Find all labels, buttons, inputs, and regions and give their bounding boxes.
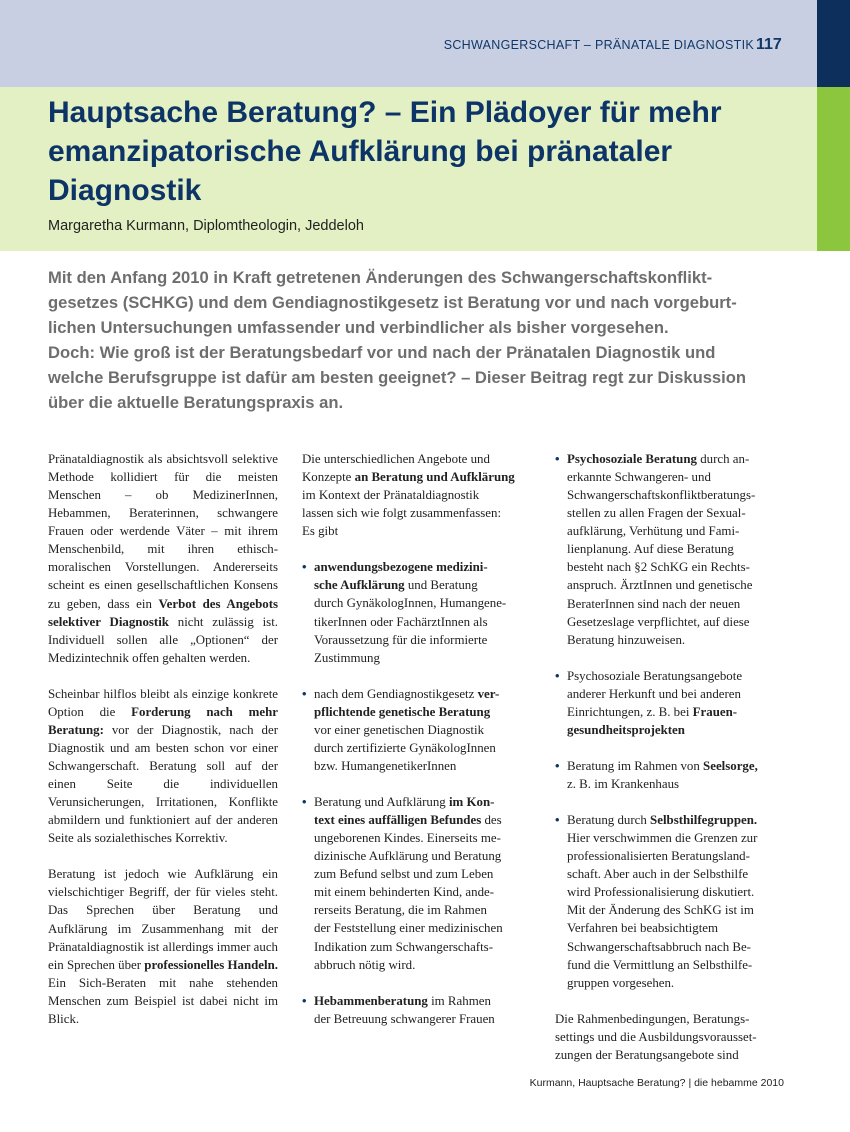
title-accent-block (817, 87, 850, 251)
list-item (555, 450, 785, 649)
lead-paragraph (48, 265, 788, 415)
text: BeraterInnen sind nach der neuen (567, 596, 741, 611)
text: zum Befund selbst und zum Leben (314, 867, 494, 882)
lead-line: Mit den Anfang 2010 in Kraft getretenen Änderungen des Schwangerschaftskonflikt- (48, 268, 713, 287)
paragraph (48, 865, 278, 1028)
text: Konzepte (302, 470, 355, 485)
title-line: Diagnostik (48, 174, 202, 207)
text: aufklärung, Verhütung und Fami- (567, 524, 740, 539)
text: wird Professionalisierung diskutiert. (567, 885, 755, 900)
text: Ein Sich-Beraten mit nahe stehenden Menschen zum Beispiel ist dabei nicht im Blick. (48, 975, 278, 1026)
text: vor einer genetischen Diagnostik (314, 722, 485, 737)
column-2 (302, 450, 532, 1028)
bold-text: Seelsorge, (703, 758, 758, 773)
text: durch an- (696, 452, 750, 466)
text: Die unterschiedlichen Angebote und (302, 452, 490, 466)
text: Pränataldiagnostik als absichtsvoll selektive Methode kollidiert für die meisten Menschen – ob MedizinerInnen, Hebammen, Beraterinnen, schwangere Frauen oder werdende Väter – mit ihrem Menschenbild, mit ihren ethisch-moralischen Vorstellungen. Andererseits scheint es einen gesellschaftlichen Konsens zu geben, dass ein (48, 452, 278, 611)
text: Gesetzeslage verpflichtet, auf diese (567, 614, 750, 629)
running-head: SCHWANGERSCHAFT – PRÄNATALE DIAGNOSTIK (443, 38, 754, 52)
bullet-icon: • (302, 795, 307, 809)
text: fund die Vermittlung an Selbsthilfe- (567, 957, 753, 972)
bold-text: sche Aufklärung (314, 578, 405, 593)
paragraph (302, 450, 532, 540)
text: des (481, 813, 502, 828)
text: Zustimmung (314, 650, 380, 665)
text: der Feststellung einer medizinischen (314, 921, 503, 936)
bold-text: text eines auffälligen Befundes (314, 813, 482, 828)
column-3 (555, 450, 785, 1064)
header-accent-block (817, 0, 850, 87)
list-item (302, 685, 532, 775)
bullet-icon: • (302, 993, 307, 1008)
text: Beratung und Aufklärung (314, 795, 449, 809)
text: Hier verschwimmen die Grenzen zur (567, 831, 758, 846)
text: im Rahmen (427, 993, 491, 1008)
title-line: Hauptsache Beratung? – Ein Plädoyer für mehr (48, 96, 722, 129)
text: settings und die Ausbildungsvorausset- (555, 1029, 757, 1044)
text: nach dem Gendiagnostikgesetz (314, 686, 478, 701)
text: mit einem behinderten Kind, ande- (314, 885, 495, 900)
text: bzw. HumangenetikerInnen (314, 758, 457, 773)
text: vor der Diagnostik, nach der Diagnostik und am besten schon vor einer Schwangerschaft. Beratung soll auf der einen Seite die individuellen Verunsicherungen, Irritationen, Konflikte abmildern und funktioniert auf der anderen Seite als sozialethisches Korrektiv. (48, 722, 278, 846)
column-1 (48, 450, 278, 1028)
text: besteht nach §2 SchKG ein Rechts- (567, 560, 750, 575)
bold-text: im Kon- (448, 795, 495, 809)
bold-text: anwendungsbezogene medizini- (314, 560, 488, 575)
bullet-icon: • (555, 758, 560, 773)
text: Die Rahmenbedingungen, Beratungs- (555, 1011, 750, 1026)
text: z. B. im Krankenhaus (567, 777, 680, 791)
text: Mit der Änderung des SchKG ist im (567, 903, 754, 918)
article-author: Margaretha Kurmann, Diplomtheologin, Jeddeloh (48, 218, 364, 234)
text: Voraussetzung für die informierte (314, 632, 488, 647)
article-title (48, 93, 788, 210)
text: zungen der Beratungsangebote sind (555, 1047, 739, 1062)
footer-citation: Kurmann, Hauptsache Beratung? (529, 1077, 686, 1089)
text: Beratung im Rahmen von (567, 758, 704, 773)
bold-text: Verbot des Angebots selektiver Diagnostik (48, 596, 278, 629)
text: stellen zu allen Fragen der Sexual- (567, 506, 746, 521)
list-item (302, 793, 532, 974)
bold-text: an Beratung und Aufklärung (354, 470, 515, 485)
lead-line: gesetzes (SCHKG) und dem Gendiagnostikgesetz ist Beratung vor und nach vorgeburt- (48, 293, 737, 312)
list-item (555, 811, 785, 992)
text: Beratung ist jedoch wie Aufklärung ein vielschichtiger Begriff, der für vieles steht. Das Sprechen über Beratung und Aufklärung im Zusammenhang mit der Pränataldiagnostik ist allerdings immer auch ein Sprechen über (48, 867, 278, 972)
text: abbruch nötig wird. (314, 957, 416, 972)
bold-text: ver- (477, 686, 500, 701)
list-item (302, 992, 532, 1028)
text: der Betreuung schwangerer Frauen (314, 1011, 495, 1026)
bullet-icon: • (302, 560, 307, 575)
text: nicht zulässig ist. Individuell sollen alle „Optionen“ der Medizintechnik offen gehalten werden. (48, 614, 278, 665)
bold-text: Hebammenberatung (314, 993, 428, 1008)
text: gruppen vorgesehen. (567, 975, 675, 990)
text: Beratung hinzuweisen. (567, 632, 686, 647)
bold-text: gesundheitsprojekten (567, 722, 685, 737)
text: Einrichtungen, z. B. bei (567, 704, 693, 719)
page-footer (530, 1077, 784, 1089)
text: dizinische Aufklärung und Beratung (314, 849, 502, 864)
text: und Beratung (404, 578, 478, 593)
text: Beratung durch (567, 813, 651, 828)
text: Verfahren bei beabsichtigtem (567, 921, 719, 936)
footer-journal: die hebamme 2010 (694, 1077, 784, 1089)
lead-line: lichen Untersuchungen umfassender und verbindlicher als bisher vorgesehen. (48, 318, 669, 337)
text: Scheinbar hilflos bleibt als einzige konkrete Option die (48, 686, 278, 719)
text: Es gibt (302, 524, 339, 539)
text: lienplanung. Auf diese Beratung (567, 542, 734, 557)
text: ungeborenen Kindes. Einerseits me- (314, 831, 501, 846)
paragraph (48, 450, 278, 667)
bold-text: Selbsthilfegruppen. (650, 813, 758, 828)
paragraph (48, 685, 278, 848)
footer-separator: | (688, 1077, 692, 1089)
bullet-icon: • (555, 813, 560, 828)
text: im Kontext der Pränataldiagnostik (302, 488, 480, 503)
text: Psychosoziale Beratungsangebote (567, 668, 743, 683)
text: anspruch. ÄrztInnen und genetische (567, 578, 753, 593)
bold-text: pflichtende genetische Beratung (314, 704, 491, 719)
text: tikerInnen oder FachärztInnen als (314, 614, 488, 629)
text: Schwangerschaftsabbruch nach Be- (567, 939, 751, 954)
title-line: emanzipatorische Aufklärung bei pränataler (48, 135, 673, 168)
lead-line: welche Berufsgruppe ist dafür am besten geeignet? – Dieser Beitrag regt zur Diskussion (48, 368, 747, 387)
text: lassen sich wie folgt zusammenfassen: (302, 506, 502, 521)
page-number: 117 (756, 36, 782, 53)
bullet-icon: • (555, 452, 560, 466)
lead-line: Doch: Wie groß ist der Beratungsbedarf vor und nach der Pränatalen Diagnostik und (48, 343, 716, 362)
bold-text: Frauen- (692, 704, 738, 719)
text: durch zertifizierte GynäkologInnen (314, 740, 496, 755)
text: Indikation zum Schwangerschafts- (314, 939, 493, 954)
bullet-icon: • (555, 668, 560, 683)
lead-line: über die aktuelle Beratungspraxis an. (48, 393, 344, 412)
text: schaft. Aber auch in der Selbsthilfe (567, 867, 749, 882)
bold-text: Psychosoziale Beratung (567, 452, 697, 466)
bold-text: Forderung nach mehr Beratung: (48, 704, 278, 737)
text: durch GynäkologInnen, Humangene- (314, 596, 507, 611)
list-item (555, 757, 785, 793)
paragraph (555, 1010, 785, 1064)
text: professionalisierten Beratungsland- (567, 849, 750, 864)
bold-text: professionelles Handeln. (144, 957, 278, 972)
list-item (555, 667, 785, 739)
text: anderer Herkunft und bei anderen (567, 686, 741, 701)
text: erkannte Schwangeren- und (567, 470, 711, 485)
text: rerseits Beratung, die im Rahmen (314, 903, 487, 918)
bullet-icon: • (302, 686, 307, 701)
list-item (302, 558, 532, 666)
text: Schwangerschaftskonfliktberatungs- (567, 488, 756, 503)
